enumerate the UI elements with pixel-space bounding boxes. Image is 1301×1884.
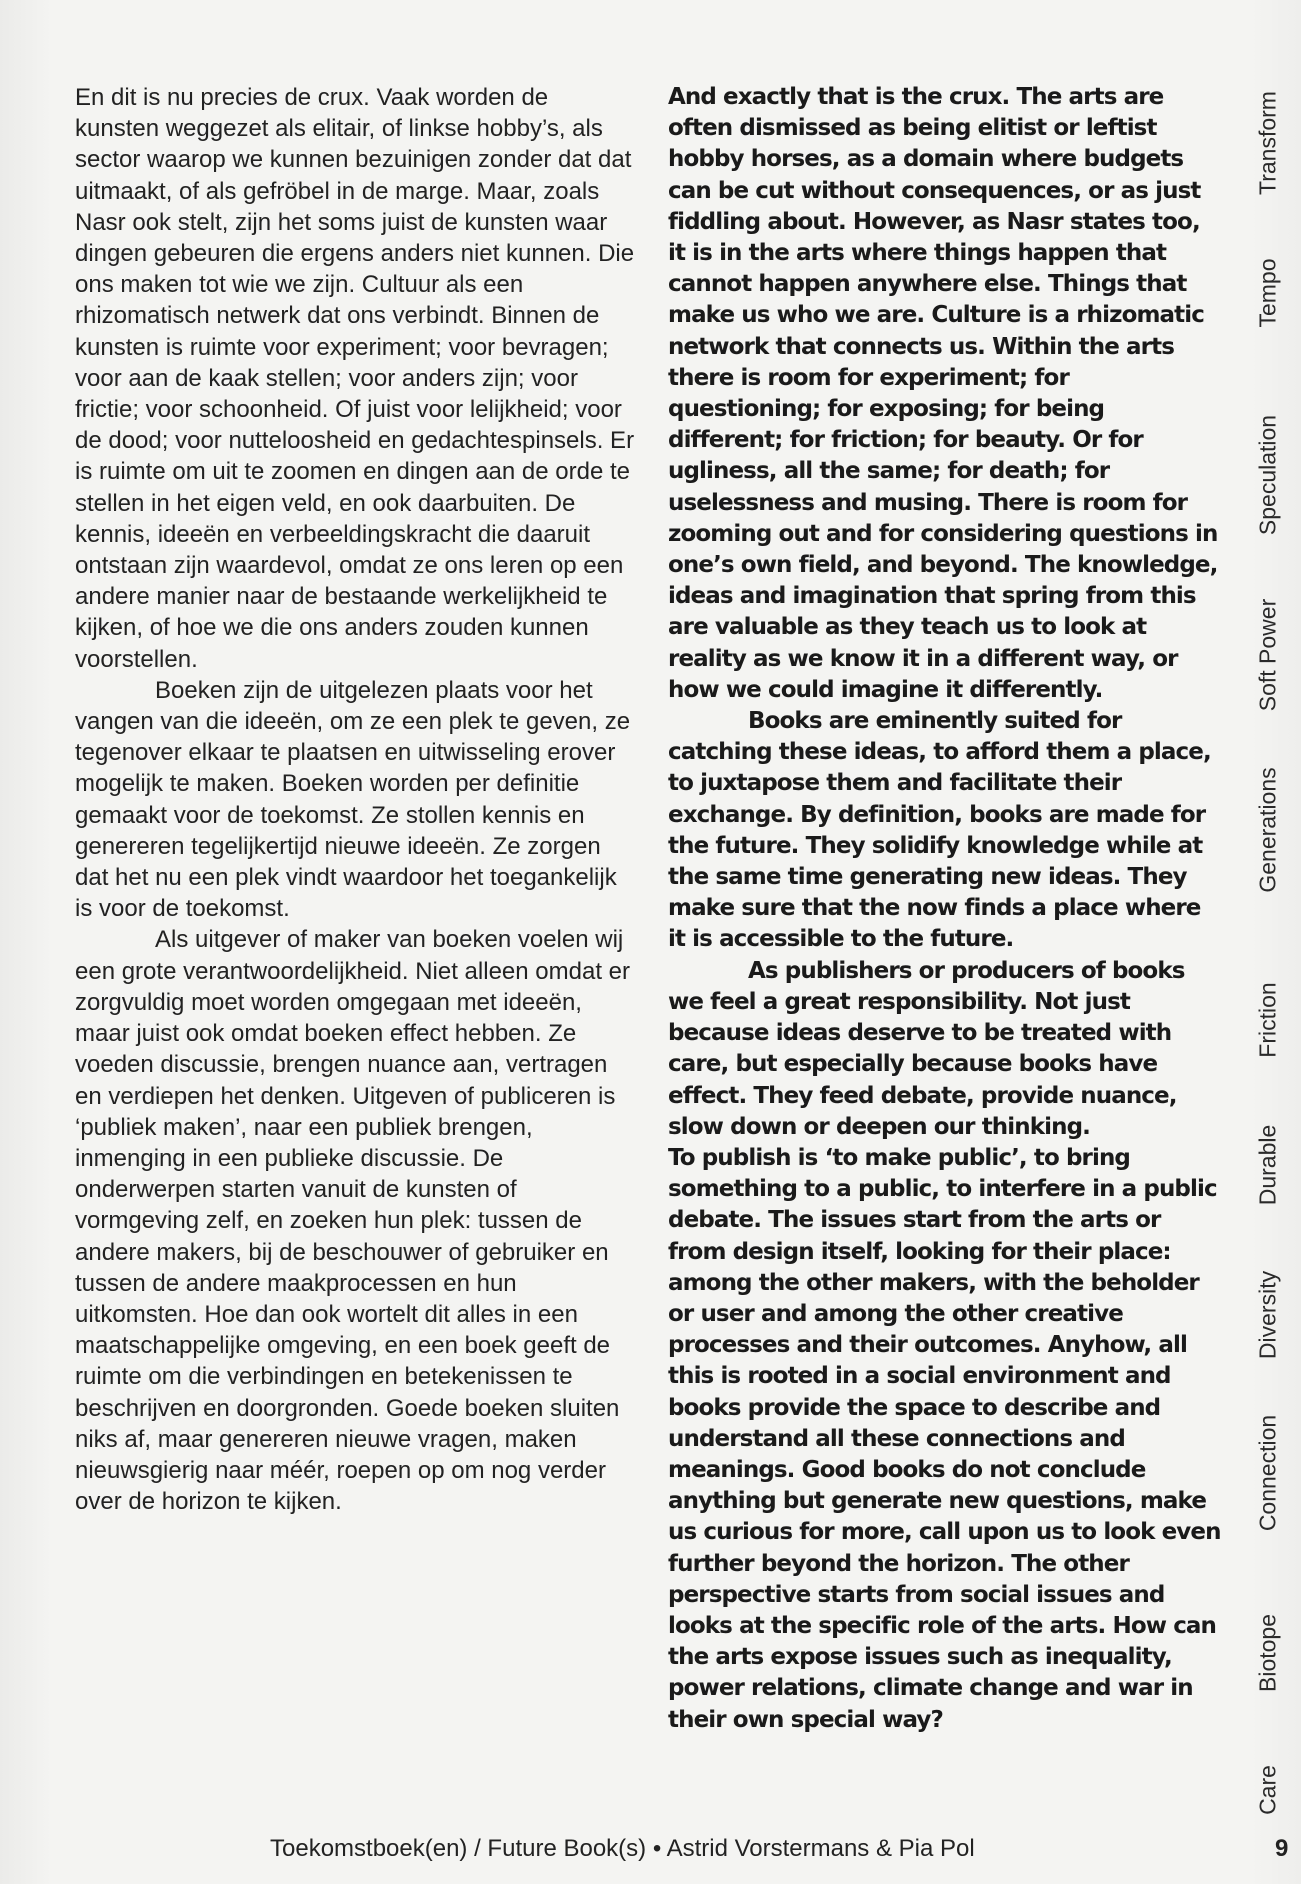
english-paragraph-4: To publish is ‘to make public’, to bring something to a public, to interfere in a public debate. The issues start from the arts or from design itself, looking for their place: among the other makers, with the beholder or user and among the other creative processes and their outcomes. Anyhow, all this is rooted in a social environment and books provide the space to describe and understand all these connections and meanings. Good books do not conclude anything but generate new questions, make us curious for more, call upon us to look even further beyond the horizon. The other perspective starts from social issues and looks at the specific role of the arts. How can the arts expose issues such as inequality, power relations, climate change and war in their own special way? — [668, 1144, 1221, 1733]
english-paragraph-1: And exactly that is the crux. The arts are often dismissed as being elitist or leftist hobby horses, as a domain where budgets can be cut without consequences, or as just fiddling about. However, as Nasr states too, it is in the arts where things happen that cannot happen anywhere else. Things that make us who we are. Culture is a rhizomatic network that connects us. Within the arts there is room for experiment; for questioning; for exposing; for being different; for friction; for beauty. Or for ugliness, all the same; for death; for uselessness and musing. There is room for zooming out and for considering questions in one’s own field, and beyond. The knowledge, ideas and imagination that spring from this are valuable as they teach us to look at reality as we know it in a different way, or how we could imagine it differently. — [668, 84, 1218, 703]
dutch-paragraph-1: En dit is nu precies de crux. Vaak worden de kunsten weggezet als elitair, of linkse hobby’s, als sector waarop we kunnen bezuinigen zonder dat dat uitmaakt, of als gefröbel in de marge. Maar, zoals Nasr ook stelt, zijn het soms juist de kunsten waar dingen gebeuren die ergens anders niet kunnen. Die ons maken tot wie we zijn. Cultuur als een rhizomatisch netwerk dat ons verbindt. Binnen de kunsten is ruimte voor experiment; voor bevragen; voor aan de kaak stellen; voor anders zijn; voor frictie; voor schoonheid. Of juist voor lelijkheid; voor de dood; voor nutteloosheid en gedachtespinsels. Er is ruimte om uit te zoomen en dingen aan de orde te stellen in het eigen veld, en ook daarbuiten. De kennis, ideeën en verbeeldingskracht die daaruit ontstaan zijn waardevol, omdat ze ons leren op een andere manier naar de bestaande werkelijkheid te kijken, of hoe we die ons anders zouden kunnen voorstellen. — [75, 84, 635, 673]
dutch-text-column — [75, 82, 635, 1517]
side-index-tempo[interactable]: Tempo — [1254, 258, 1281, 328]
side-index-connection[interactable]: Connection — [1254, 1414, 1281, 1532]
page-footer — [0, 1835, 1301, 1875]
side-index-soft-power[interactable]: Soft Power — [1254, 598, 1281, 712]
side-theme-index — [1254, 75, 1301, 1815]
side-index-durable[interactable]: Durable — [1254, 1124, 1281, 1206]
side-index-speculation[interactable]: Speculation — [1254, 414, 1281, 536]
side-index-biotope[interactable]: Biotope — [1254, 1613, 1281, 1693]
side-index-friction[interactable]: Friction — [1254, 982, 1281, 1058]
english-paragraph-3: As publishers or producers of books we feel a great responsibility. Not just because ideas deserve to be treated with care, but especially because books have effect. They feed debate, provide nuance, slow down or deepen our thinking. — [668, 957, 1185, 1140]
side-index-diversity[interactable]: Diversity — [1254, 1270, 1281, 1360]
english-paragraph-2: Books are eminently suited for catching these ideas, to afford them a place, to juxtapose them and facilitate their exchange. By definition, books are made for the future. They solidify knowledge while at the same time generating new ideas. They make sure that the now finds a place where it is accessible to the future. — [668, 708, 1211, 953]
running-footer-title: Toekomstboek(en) / Future Book(s) • Astrid Vorstermans & Pia Pol — [270, 1835, 975, 1862]
side-index-transform[interactable]: Transform — [1254, 91, 1281, 195]
side-index-generations[interactable]: Generations — [1254, 767, 1281, 893]
dutch-paragraph-3: Als uitgever of maker van boeken voelen wij een grote verantwoordelijkheid. Niet alleen omdat er zorgvuldig moet worden omgegaan met ideeën, maar juist ook omdat boeken effect hebben. Ze voeden discussie, brengen nuance aan, vertragen en verdiepen het denken. Uitgeven of publiceren is ‘publiek maken’, naar een publiek brengen, inmenging in een publieke discussie. De onderwerpen starten vanuit de kunsten of vormgeving zelf, en zoeken hun plek: tussen de andere makers, bij de beschouwer of gebruiker en tussen de andere maakprocessen en hun uitkomsten. Hoe dan ook wortelt dit alles in een maatschappelijke omgeving, en een boek geeft de ruimte om die verbindingen en betekenissen te beschrijven en doorgronden. Goede boeken sluiten niks af, maar genereren nieuwe vragen, maken nieuwsgierig naar méér, roepen op om nog verder over de horizon te kijken. — [75, 926, 630, 1516]
page-number: 9 — [1275, 1835, 1289, 1862]
dutch-paragraph-2: Boeken zijn de uitgelezen plaats voor het vangen van die ideeën, om ze een plek te geven, ze tegenover elkaar te plaatsen en uitwisseling erover mogelijk te maken. Boeken worden per definitie gemaakt voor de toekomst. Ze stollen kennis en genereren tegelijkertijd nieuwe ideeën. Ze zorgen dat het nu een plek vindt waardoor het toegankelijk is voor de toekomst. — [75, 676, 631, 923]
side-index-care[interactable]: Care — [1254, 1765, 1281, 1815]
english-text-column — [668, 82, 1223, 1736]
